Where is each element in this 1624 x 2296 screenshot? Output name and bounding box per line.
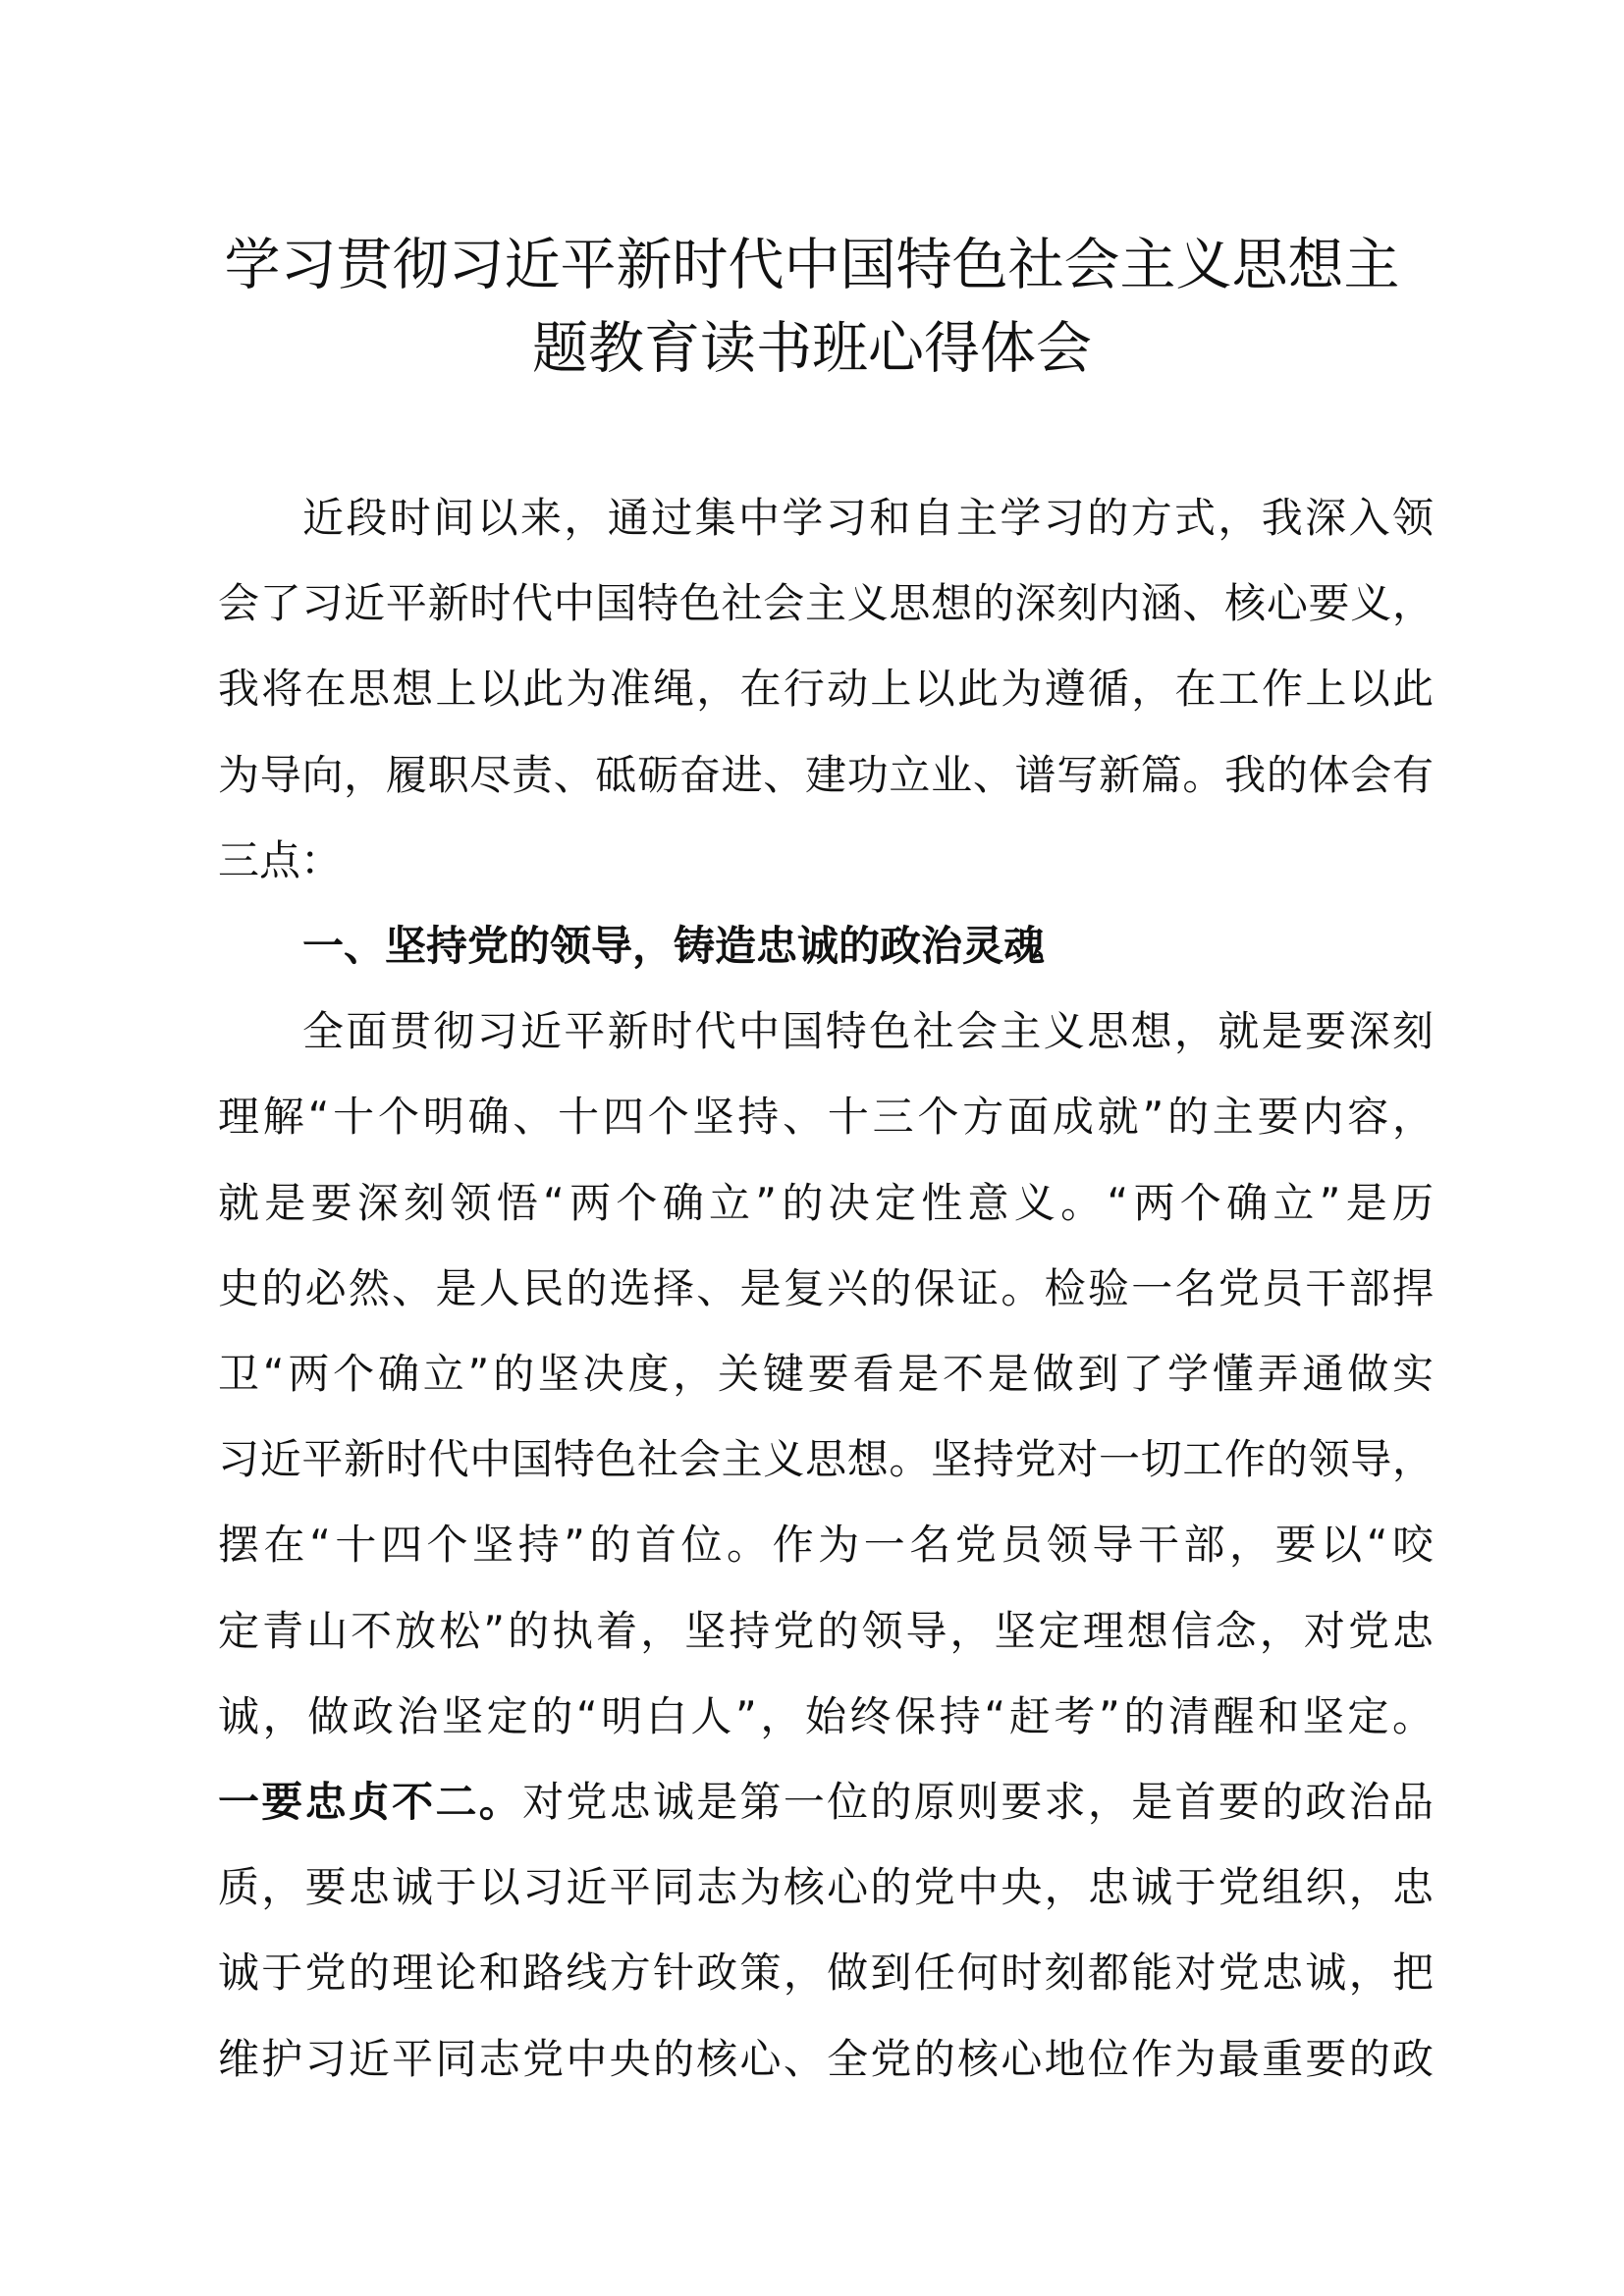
paragraph-line — [218, 1589, 1434, 1674]
paragraph-line — [218, 733, 1434, 818]
text-segment: 定青山不放松”的执着，坚持党的领导，坚定理想信念，对党忠 — [218, 1606, 1434, 1655]
text-segment: 为导向，履职尽责、砥砺奋进、建功立业、谱写新篇。我的体会有 — [218, 750, 1434, 799]
text-segment: 近段时间以来，通过集中学习和自主学习的方式，我深入领 — [302, 494, 1434, 542]
paragraph-line — [218, 647, 1434, 731]
paragraph-line — [218, 1845, 1434, 1930]
paragraph-line — [218, 561, 1434, 646]
text-segment: 卫“两个确立”的坚决度，关键要看是不是做到了学懂弄通做实 — [218, 1350, 1434, 1398]
paragraph-line — [218, 1332, 1434, 1416]
paragraph-line — [218, 1247, 1434, 1331]
text-segment: 摆在“十四个坚持”的首位。作为一名党员领导干部，要以“咬 — [218, 1521, 1434, 1570]
text-segment: 三点： — [218, 835, 343, 884]
paragraph-line — [218, 819, 1434, 903]
text-segment: 我将在思想上以此为准绳，在行动上以此为遵循，在工作上以此 — [218, 665, 1434, 714]
text-segment: 就是要深刻领悟“两个确立”的决定性意义。“两个确立”是历 — [218, 1178, 1434, 1227]
paragraph-line — [218, 1931, 1434, 2015]
paragraph-line — [302, 476, 1434, 561]
text-segment: 习近平新时代中国特色社会主义思想。坚持党对一切工作的领导， — [218, 1435, 1434, 1484]
text-segment: 诚于党的理论和路线方针政策，做到任何时刻都能对党忠诚，把 — [218, 1949, 1434, 1998]
text-segment: 全面贯彻习近平新时代中国特色社会主义思想，就是要深刻 — [302, 1007, 1434, 1056]
paragraph-line — [218, 1417, 1434, 1502]
text-segment: 质，要忠诚于以习近平同志为核心的党中央，忠诚于党组织，忠 — [218, 1863, 1434, 1912]
bold-lead-phrase: 一要忠贞不二。 — [218, 1778, 523, 1826]
text-segment: 维护习近平同志党中央的核心、全党的核心地位作为最重要的政 — [218, 2034, 1434, 2083]
text-segment: 对党忠诚是第一位的原则要求，是首要的政治品 — [522, 1778, 1434, 1826]
paragraph-line — [218, 1675, 1434, 1759]
document-title-line-1: 学习贯彻习近平新时代中国特色社会主义思想主 — [224, 233, 1400, 297]
paragraph-line — [218, 1503, 1434, 1587]
text-segment: 会了习近平新时代中国特色社会主义思想的深刻内涵、核心要义， — [218, 579, 1434, 628]
section-heading — [302, 904, 1434, 988]
document-title-line-2: 题教育读书班心得体会 — [532, 316, 1092, 381]
text-segment: 史的必然、是人民的选择、是复兴的保证。检验一名党员干部捍 — [218, 1263, 1434, 1312]
text-segment: 一、坚持党的领导，铸造忠诚的政治灵魂 — [302, 922, 1046, 970]
text-segment: 理解“十个明确、十四个坚持、十三个方面成就”的主要内容， — [218, 1093, 1434, 1142]
paragraph-line — [218, 1075, 1434, 1159]
paragraph-line — [218, 1161, 1434, 1246]
text-segment: 诚，做政治坚定的“明白人”，始终保持“赶考”的清醒和坚定。 — [218, 1691, 1434, 1740]
paragraph-line — [302, 989, 1434, 1074]
paragraph-line — [218, 1760, 1434, 1844]
paragraph-line — [218, 2017, 1434, 2102]
